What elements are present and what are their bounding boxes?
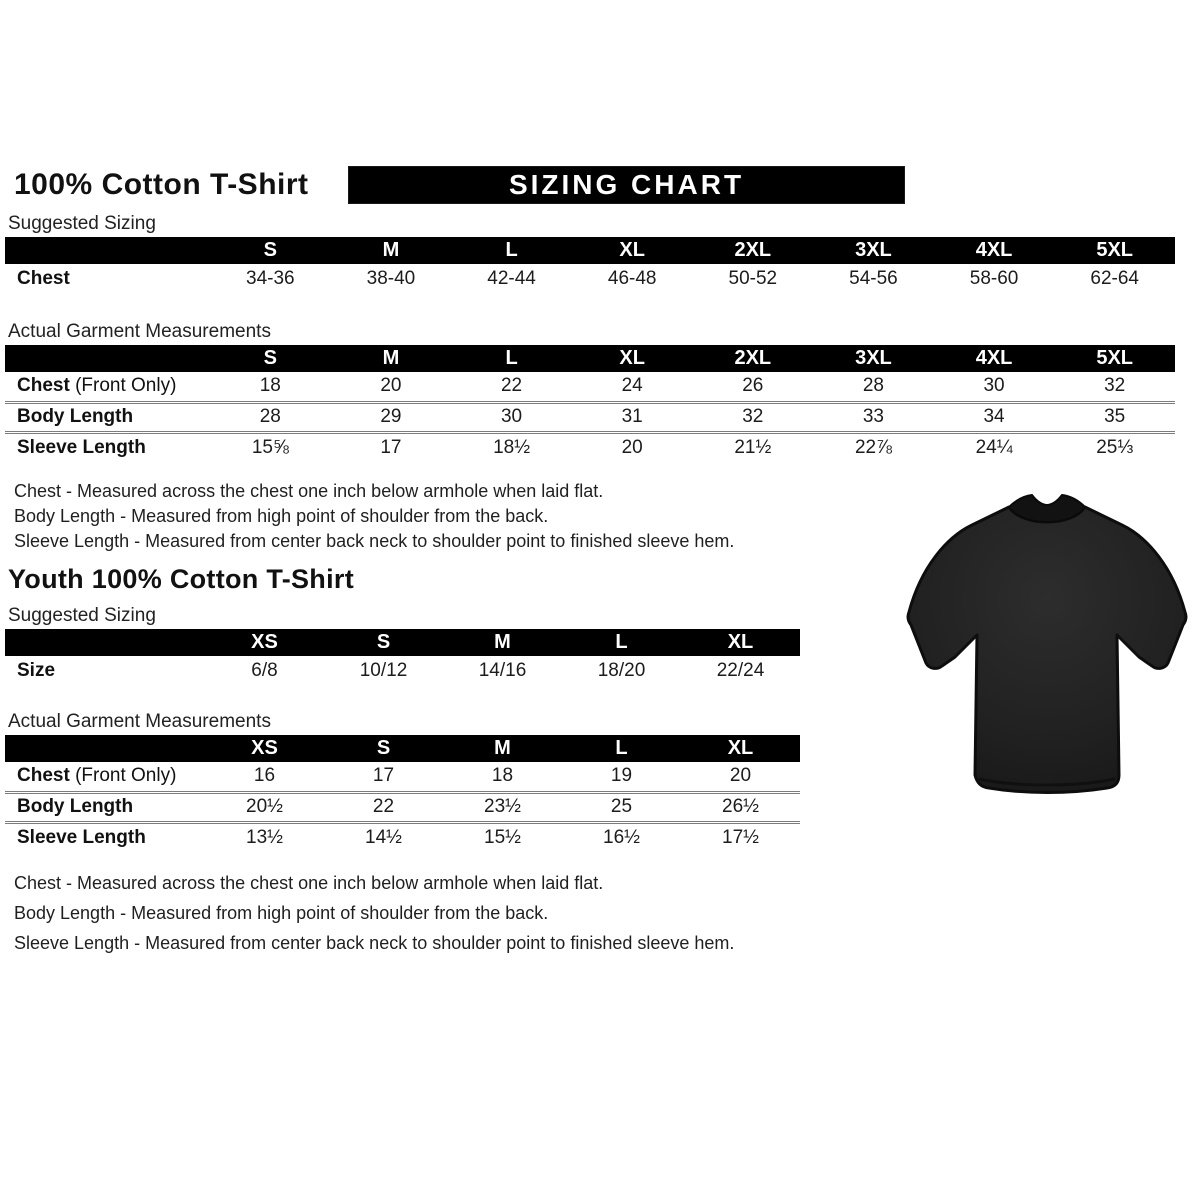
measurement-cell: 26½ — [681, 792, 800, 822]
measurement-cell: 42-44 — [487, 268, 536, 289]
size-column-header: S — [324, 735, 443, 762]
measurement-cell: 25⅓ — [1054, 432, 1175, 462]
measurement-row — [5, 762, 800, 792]
measurement-cell: 30 — [983, 375, 1005, 397]
measurement-cell: 24¼ — [934, 432, 1055, 462]
measurement-cell: 6/8 — [251, 660, 278, 681]
measurement-row — [5, 372, 1175, 402]
measurement-cell: 22 — [500, 375, 523, 397]
measurement-cell: 18 — [491, 765, 514, 787]
measurement-cell: 20½ — [205, 792, 324, 822]
measurement-cell: 29 — [331, 402, 452, 432]
measurement-cell: 15⅝ — [210, 432, 331, 462]
note-chest: Chest - Measured across the chest one inch below armhole when laid flat. — [14, 873, 604, 893]
size-column-header: 2XL — [693, 345, 814, 372]
measurement-cell: 20 — [729, 765, 752, 787]
measurement-cell: 20 — [572, 432, 693, 462]
page-title: 100% Cotton T-Shirt — [14, 168, 309, 201]
size-column-header: 5XL — [1054, 237, 1175, 264]
measurement-cell: 33 — [813, 402, 934, 432]
measurement-cell: 16½ — [562, 822, 681, 852]
size-column-header: 3XL — [813, 237, 934, 264]
adult-suggested-sizing-table — [5, 237, 1175, 294]
size-column-header: M — [331, 345, 452, 372]
measurement-cell: 18½ — [451, 432, 572, 462]
size-column-header: 4XL — [934, 237, 1055, 264]
note-sleeve-length: Sleeve Length - Measured from center back neck to shoulder point to finished sleeve hem. — [14, 933, 735, 953]
measurement-cell: 32 — [1104, 375, 1126, 397]
table-corner-cell — [5, 629, 205, 656]
measurement-cell: 38-40 — [366, 268, 416, 289]
measurement-cell: 34-36 — [246, 268, 295, 289]
measurement-cell: 25 — [562, 792, 681, 822]
table-corner-cell — [5, 345, 210, 372]
measurement-cell: 31 — [572, 402, 693, 432]
size-column-header: 2XL — [693, 237, 814, 264]
measurement-cell: 17½ — [681, 822, 800, 852]
table-corner-cell — [5, 237, 210, 264]
measurement-cell: 34 — [934, 402, 1055, 432]
measurement-cell: 20 — [380, 375, 402, 397]
row-label: Chest (Front Only) — [17, 375, 177, 397]
size-column-header: L — [451, 345, 572, 372]
youth-suggested-sizing-table — [5, 629, 800, 686]
size-column-header: 5XL — [1054, 345, 1175, 372]
measurement-cell: 16 — [253, 765, 276, 787]
measurement-cell: 30 — [451, 402, 572, 432]
size-column-header: 3XL — [813, 345, 934, 372]
measurement-cell: 28 — [210, 402, 331, 432]
adult-actual-measurements-label: Actual Garment Measurements — [8, 321, 271, 342]
table-corner-cell — [5, 735, 205, 762]
note-body-length: Body Length - Measured from high point of shoulder from the back. — [14, 903, 549, 923]
size-column-header: S — [210, 237, 331, 264]
measurement-cell: 17 — [372, 765, 395, 787]
size-column-header: XS — [205, 629, 324, 656]
measurement-row — [5, 656, 800, 686]
measurement-row — [5, 402, 1175, 432]
youth-actual-measurements-label: Actual Garment Measurements — [8, 711, 271, 732]
measurement-cell: 15½ — [443, 822, 562, 852]
adult-suggested-sizing-label: Suggested Sizing — [8, 213, 156, 234]
size-column-header: M — [443, 735, 562, 762]
size-column-header: 4XL — [934, 345, 1055, 372]
size-column-header: M — [443, 629, 562, 656]
measurement-cell: 23½ — [443, 792, 562, 822]
youth-measurement-notes — [0, 868, 1200, 958]
size-column-header: S — [210, 345, 331, 372]
size-column-header: L — [451, 237, 572, 264]
tshirt-body — [908, 507, 1186, 793]
note-body-length: Body Length - Measured from high point of shoulder from the back. — [14, 506, 549, 526]
note-chest: Chest - Measured across the chest one inch below armhole when laid flat. — [14, 481, 604, 501]
row-label: Size — [17, 660, 56, 681]
measurement-cell: 46-48 — [607, 268, 657, 289]
measurement-cell: 26 — [742, 375, 764, 397]
measurement-cell: 10/12 — [359, 660, 408, 681]
black-tshirt-graphic — [897, 487, 1197, 802]
measurement-cell: 19 — [610, 765, 633, 787]
adult-actual-measurements-table — [5, 345, 1175, 462]
measurement-cell: 62-64 — [1090, 268, 1139, 289]
measurement-row — [5, 822, 800, 852]
size-column-header: S — [324, 629, 443, 656]
row-label: Chest — [17, 268, 70, 289]
measurement-cell: 22⅞ — [813, 432, 934, 462]
measurement-cell: 32 — [693, 402, 814, 432]
header — [0, 166, 1200, 204]
measurement-cell: 14/16 — [478, 660, 527, 681]
size-column-header: XS — [205, 735, 324, 762]
measurement-cell: 18 — [259, 375, 281, 397]
measurement-cell: 17 — [331, 432, 452, 462]
measurement-cell: 24 — [621, 375, 643, 397]
measurement-row — [5, 264, 1175, 294]
measurement-cell: 54-56 — [849, 268, 898, 289]
black-tshirt-photo — [897, 487, 1197, 802]
sizing-chart-banner: SIZING CHART — [348, 166, 905, 204]
measurement-cell: 13½ — [205, 822, 324, 852]
row-label: Sleeve Length — [5, 432, 210, 462]
row-label: Sleeve Length — [5, 822, 205, 852]
measurement-cell: 14½ — [324, 822, 443, 852]
size-column-header: L — [562, 735, 681, 762]
size-column-header: L — [562, 629, 681, 656]
row-label: Body Length — [5, 792, 205, 822]
size-column-header: XL — [681, 735, 800, 762]
measurement-cell: 22 — [324, 792, 443, 822]
measurement-cell: 22/24 — [716, 660, 765, 681]
youth-suggested-sizing-label: Suggested Sizing — [8, 605, 156, 626]
measurement-cell: 58-60 — [969, 268, 1019, 289]
measurement-row — [5, 432, 1175, 462]
size-column-header: M — [331, 237, 452, 264]
size-column-header: XL — [572, 237, 693, 264]
size-column-header: XL — [681, 629, 800, 656]
measurement-cell: 35 — [1054, 402, 1175, 432]
row-label: Body Length — [5, 402, 210, 432]
measurement-row — [5, 792, 800, 822]
row-label: Chest (Front Only) — [17, 765, 177, 787]
size-column-header: XL — [572, 345, 693, 372]
measurement-cell: 50-52 — [728, 268, 778, 289]
measurement-cell: 28 — [862, 375, 884, 397]
youth-actual-measurements-table — [5, 735, 800, 852]
measurement-cell: 21½ — [693, 432, 814, 462]
youth-section-title: Youth 100% Cotton T-Shirt — [8, 564, 354, 594]
note-sleeve-length: Sleeve Length - Measured from center back neck to shoulder point to finished sleeve hem. — [14, 531, 735, 551]
measurement-cell: 18/20 — [597, 660, 646, 681]
